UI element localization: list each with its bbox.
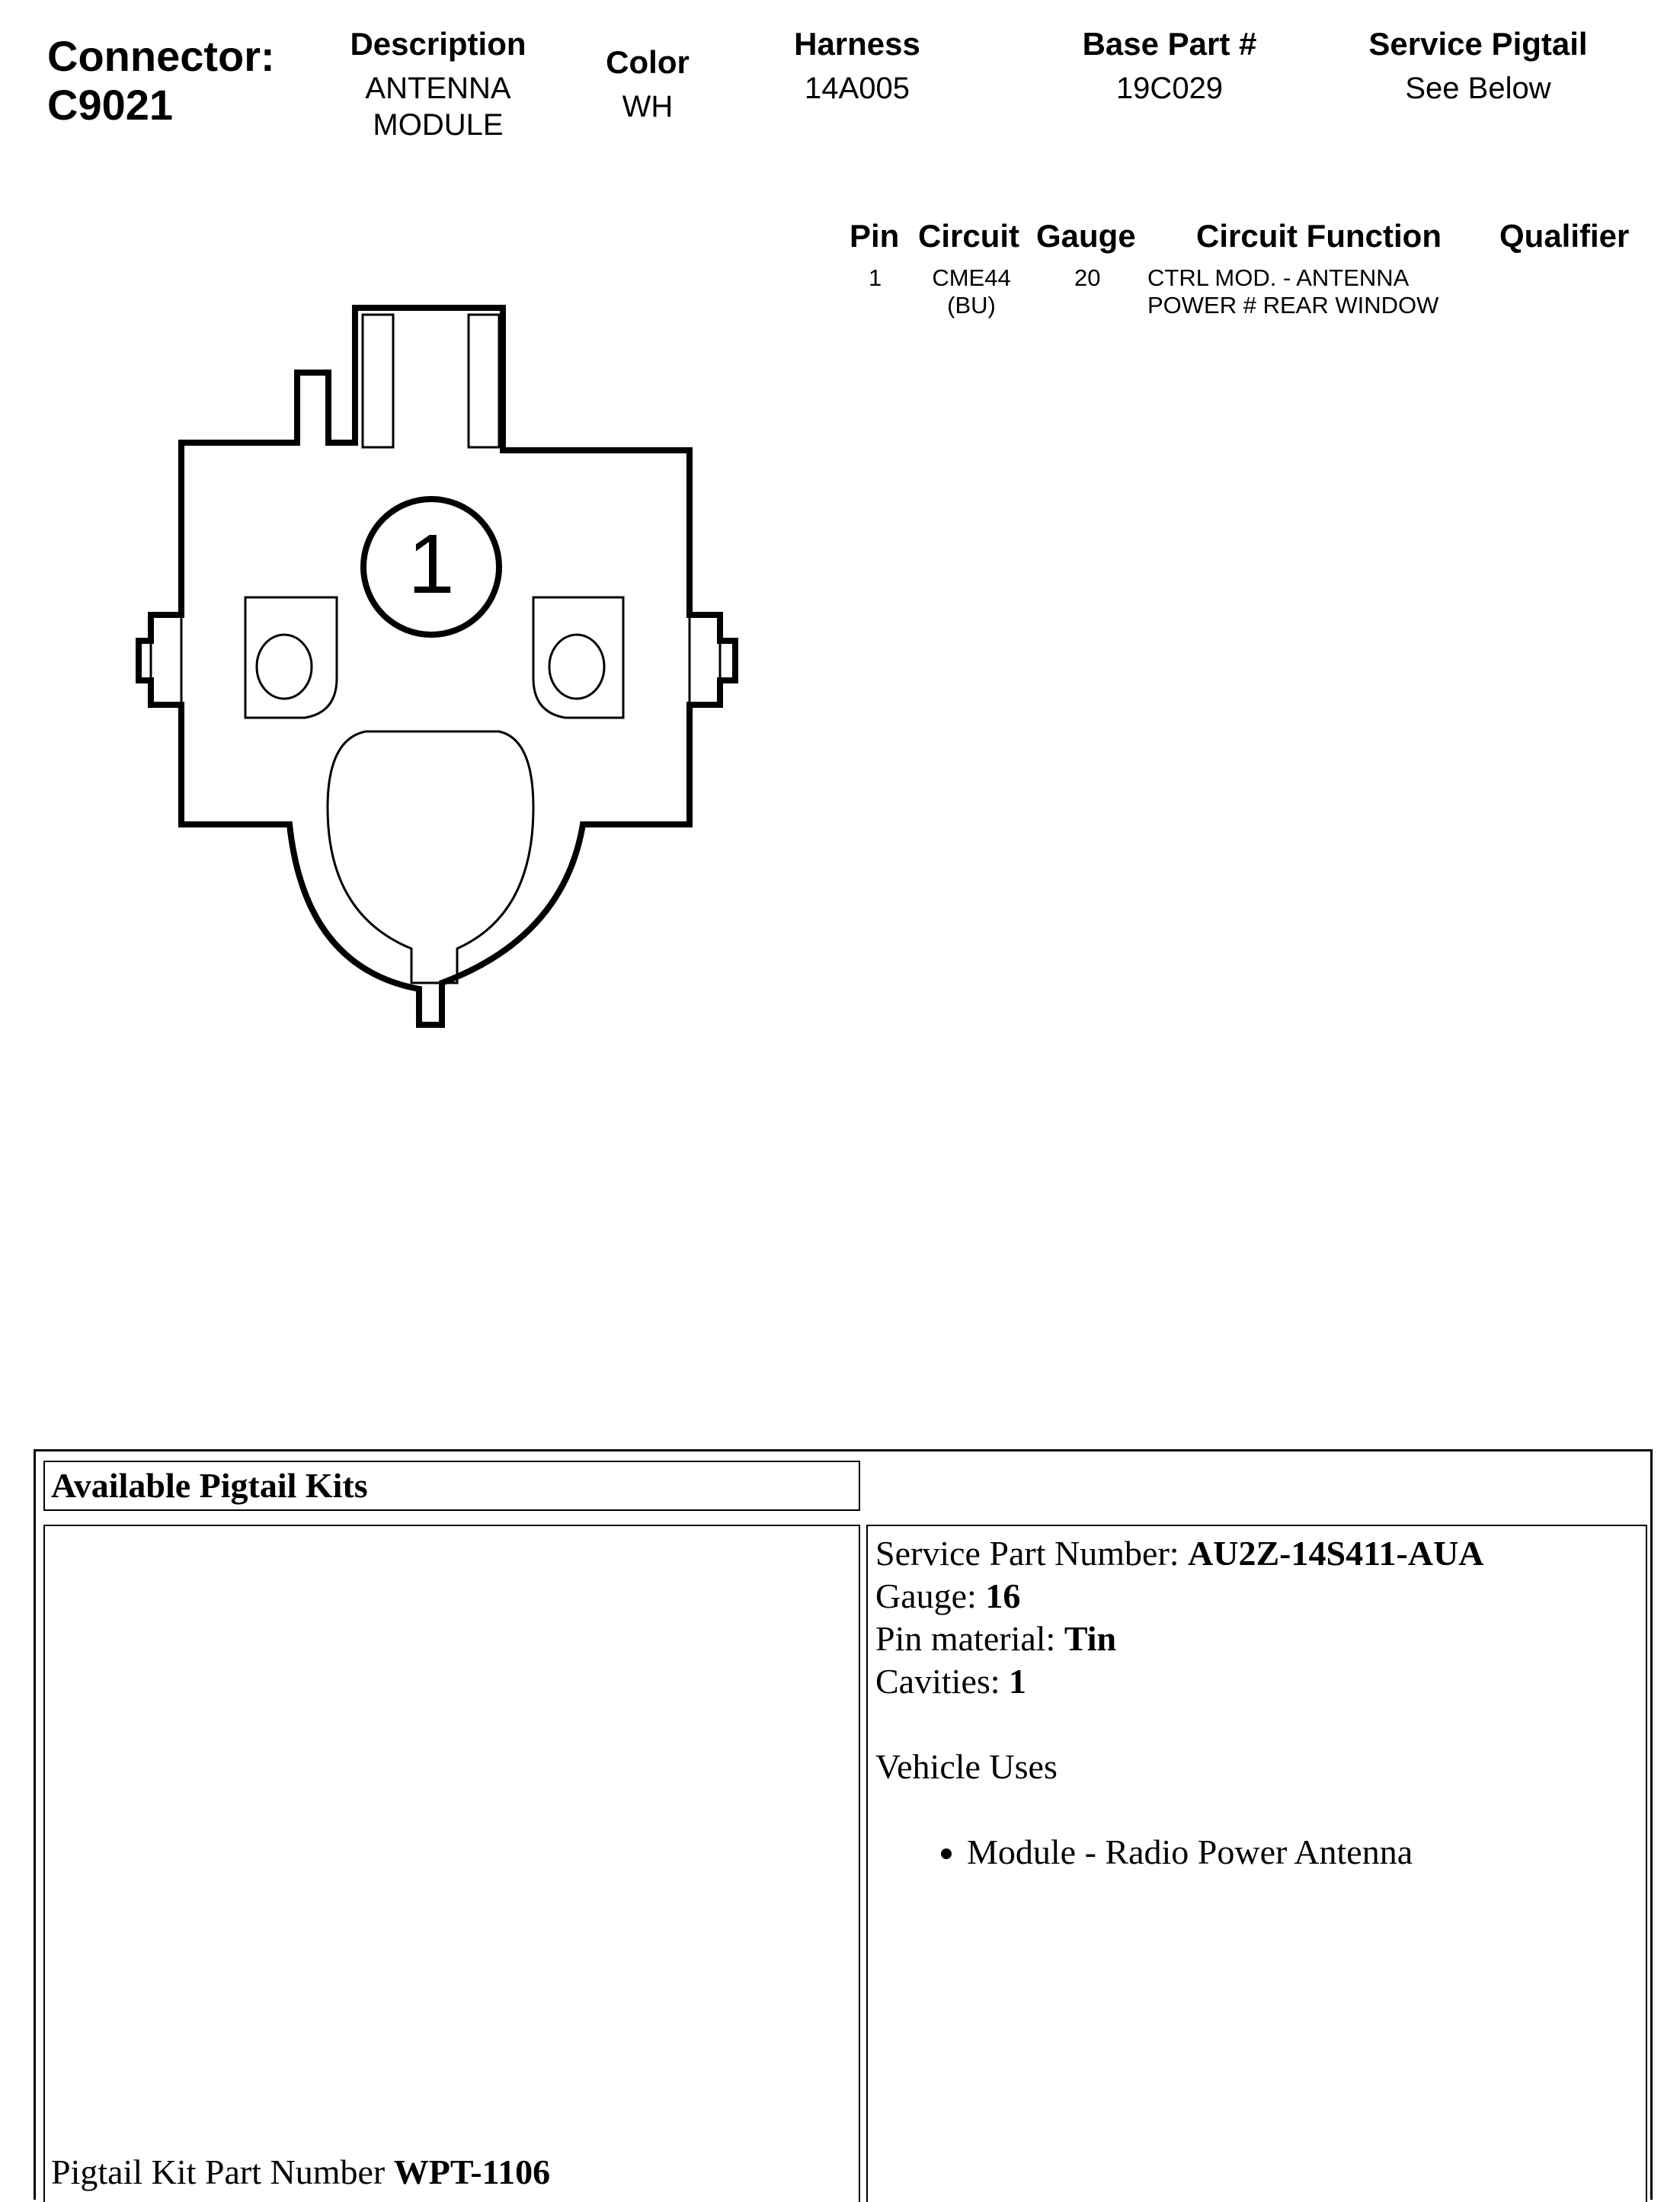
pin-1-label: 1 <box>408 517 455 611</box>
pigtail-details-box <box>866 1525 1647 2202</box>
base-part-column <box>1051 26 1288 107</box>
kit-part-label: Pigtail Kit Part Number <box>51 2152 394 2191</box>
left-mounting-ear <box>245 597 337 718</box>
circuit-function-header: Circuit Function <box>1196 218 1442 254</box>
list-item: • Module - Radio Power Antenna <box>967 1831 1638 1874</box>
right-mounting-hole <box>549 635 604 699</box>
pin-header: Pin <box>850 218 900 254</box>
pin-material-label: Pin material: <box>875 1619 1064 1658</box>
latch-slot <box>363 315 393 447</box>
pin-material-line <box>875 1618 1638 1660</box>
cavities-line <box>875 1660 1638 1703</box>
harness-value: 14A005 <box>805 72 910 105</box>
circuit-cell: CME44 <box>932 264 1011 291</box>
kit-part-number <box>51 2151 550 2194</box>
connector-label: Connector: <box>47 32 275 80</box>
circuit-color-cell: (BU) <box>947 292 996 318</box>
color-header: Color <box>606 44 690 80</box>
gauge-value: 16 <box>985 1576 1021 1615</box>
pin-number-cell: 1 <box>869 264 882 291</box>
gauge-label: Gauge: <box>875 1576 986 1615</box>
description-line-1: ANTENNA <box>365 72 511 105</box>
service-part-value: AU2Z-14S411-AUA <box>1188 1534 1484 1573</box>
pigtail-title-box <box>43 1461 860 1511</box>
pigtail-title: Available Pigtail Kits <box>51 1466 368 1505</box>
gauge-header: Gauge <box>1036 218 1136 254</box>
description-header: Description <box>350 26 526 62</box>
right-side-tab <box>690 615 720 705</box>
harness-header: Harness <box>794 26 920 62</box>
service-pigtail-column <box>1341 26 1615 107</box>
base-part-header: Base Part # <box>1082 26 1257 62</box>
circuit-function-line-1: CTRL MOD. - ANTENNA <box>1147 264 1410 291</box>
pin-material-value: Tin <box>1064 1619 1117 1658</box>
service-pigtail-value: See Below <box>1405 72 1551 105</box>
connector-id: C9021 <box>47 81 174 129</box>
service-pigtail-header: Service Pigtail <box>1368 26 1588 62</box>
base-part-value: 19C029 <box>1115 72 1224 105</box>
gauge-line <box>875 1575 1638 1618</box>
vehicle-uses-heading: Vehicle Uses <box>875 1747 1058 1786</box>
left-mounting-hole <box>257 635 312 699</box>
color-value: WH <box>622 90 674 123</box>
circuit-function-line-2: POWER # REAR WINDOW <box>1147 292 1439 318</box>
left-side-tab <box>151 615 181 705</box>
pigtail-image-box <box>43 1525 860 2202</box>
description-line-2: MODULE <box>373 108 504 142</box>
circuit-header: Circuit <box>918 218 1020 254</box>
cavities-label: Cavities: <box>875 1662 1010 1701</box>
vehicle-uses-list <box>875 1831 1638 1874</box>
keyway <box>328 731 533 983</box>
cavities-value: 1 <box>1009 1662 1027 1701</box>
pigtail-section <box>34 1449 1653 2200</box>
service-part-number <box>875 1532 1638 1575</box>
qualifier-header: Qualifier <box>1499 218 1630 254</box>
gauge-cell: 20 <box>1074 264 1101 291</box>
latch-slot-right <box>469 315 499 447</box>
service-part-label: Service Part Number: <box>875 1534 1189 1573</box>
connector-face-diagram <box>0 0 838 1067</box>
kit-part-value: WPT-1106 <box>393 2152 551 2191</box>
connector-housing-outline <box>139 308 735 1025</box>
